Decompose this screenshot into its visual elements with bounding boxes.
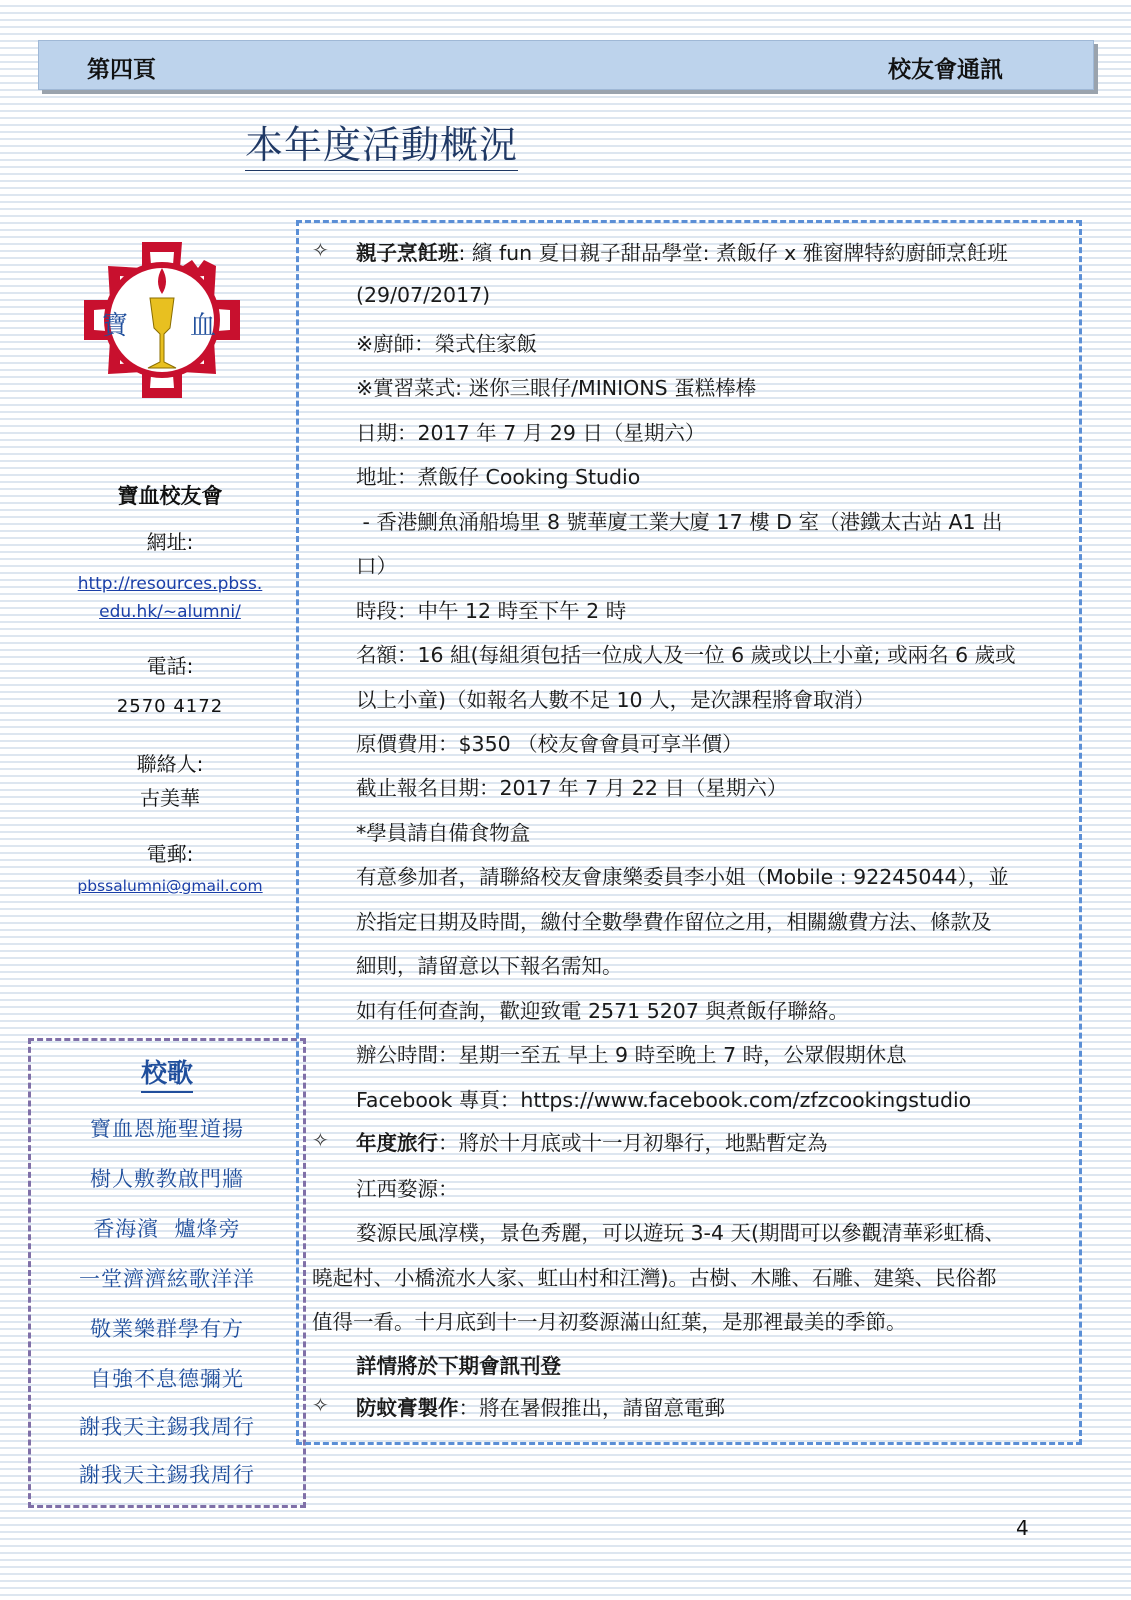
- text-line: 截止報名日期：2017 年 7 月 22 日（星期六）: [356, 776, 788, 800]
- text-line: 名額：16 組(每組須包括一位成人及一位 6 歲或以上小童; 或兩名 6 歲或: [356, 643, 1016, 667]
- text-line: - 香港鰂魚涌船塢里 8 號華廈工業大廈 17 樓 D 室（港鐵太古站 A1 出: [356, 510, 1003, 534]
- text-line: 以上小童)（如報名人數不足 10 人，是次課程將會取消）: [356, 688, 875, 712]
- text-line: 如有任何查詢，歡迎致電 2571 5207 與煮飯仔聯絡。: [356, 999, 849, 1023]
- text-line: 原價費用：$350 （校友會會員可享半價）: [356, 732, 743, 756]
- page-header: [38, 40, 1094, 90]
- anthem-line: 敬業樂群學有方: [90, 1317, 244, 1341]
- text-line: ※廚師：榮式住家飯: [356, 332, 538, 356]
- text-line: ※實習菜式: 迷你三眼仔/MINIONS 蛋糕棒棒: [356, 376, 757, 400]
- org-name: 寶血校友會: [117, 484, 223, 508]
- text-line: 於指定日期及時間，繳付全數學費作留位之用，相關繳費方法、條款及: [356, 910, 992, 934]
- website-label: 網址:: [146, 530, 194, 554]
- crest-char-right: 血: [190, 311, 217, 341]
- email-label: 電郵:: [146, 842, 194, 866]
- phone-number: 2570 4172: [116, 696, 224, 717]
- anthem-line: 一堂濟濟絃歌洋洋: [79, 1267, 255, 1291]
- anthem-line: 寶血恩施聖道揚: [90, 1117, 244, 1141]
- newsletter-title: 校友會通訊: [888, 57, 1003, 83]
- text-line: 口）: [356, 554, 397, 578]
- text-line: 日期：2017 年 7 月 29 日（星期六）: [356, 421, 706, 445]
- diamond-bullet-icon: ✧: [312, 1393, 329, 1417]
- diamond-bullet-icon: ✧: [312, 238, 329, 262]
- text-line: (29/07/2017): [356, 283, 491, 307]
- text-line: 辦公時間：星期一至五 早上 9 時至晚上 7 時，公眾假期休息: [356, 1043, 907, 1067]
- text-line: *學員請自備食物盒: [356, 821, 531, 845]
- anthem-line: 樹人敷教啟門牆: [90, 1167, 244, 1191]
- anthem-title: 校歌: [141, 1059, 193, 1093]
- activity-item-cooking: 親子烹飪班: 繽 fun 夏日親子甜品學堂: 煮飯仔 x 雅窗牌特約廚師烹飪班: [356, 241, 1008, 265]
- activity-item-trip: 年度旅行：將於十月底或十一月初舉行，地點暫定為: [356, 1131, 828, 1155]
- text-line: 地址：煮飯仔 Cooking Studio: [356, 465, 641, 489]
- text-line: 有意參加者，請聯絡校友會康樂委員李小姐（Mobile : 92245044），並: [356, 865, 1009, 889]
- website-link[interactable]: http://resources.pbss.: [77, 574, 263, 594]
- text-line: 婺源民風淳樸，景色秀麗，可以遊玩 3-4 天(期間可以參觀清華彩虹橋、: [356, 1221, 1006, 1245]
- email-link[interactable]: pbssalumni@gmail.com: [77, 877, 263, 895]
- text-line: 曉起村、小橋流水人家、虹山村和江灣)。古樹、木雕、石雕、建築、民俗都: [312, 1266, 997, 1290]
- text-line: 值得一看。十月底到十一月初婺源滿山紅葉，是那裡最美的季節。: [312, 1310, 907, 1334]
- school-anthem-box: [28, 1038, 306, 1508]
- text-line: 細則，請留意以下報名需知。: [356, 954, 623, 978]
- crest-char-left: 寶: [102, 311, 129, 341]
- facebook-line: Facebook 專頁：https://www.facebook.com/zfzcookingstudio: [356, 1088, 972, 1112]
- anthem-line: 謝我天主錫我周行: [79, 1415, 255, 1439]
- school-crest-logo: [80, 238, 244, 402]
- website-link-cont[interactable]: edu.hk/~alumni/: [99, 602, 241, 622]
- contact-name: 古美華: [140, 786, 200, 810]
- diamond-bullet-icon: ✧: [312, 1128, 329, 1152]
- page-title: 本年度活動概況: [245, 122, 518, 171]
- text-line: 時段：中午 12 時至下午 2 時: [356, 599, 627, 623]
- anthem-line: 謝我天主錫我周行: [79, 1463, 255, 1487]
- page-number: 4: [1016, 1516, 1029, 1540]
- anthem-line: 自強不息德彌光: [90, 1367, 244, 1391]
- phone-label: 電話:: [146, 654, 194, 678]
- anthem-line: 香海濱 爐烽旁: [93, 1217, 241, 1241]
- activity-item-repellent: 防蚊膏製作：將在暑假推出，請留意電郵: [356, 1396, 725, 1420]
- text-line: 江西婺源：: [356, 1177, 459, 1201]
- page-label: 第四頁: [87, 57, 156, 83]
- contact-label: 聯絡人:: [136, 752, 204, 776]
- trip-note: 詳情將於下期會訊刊登: [356, 1354, 561, 1378]
